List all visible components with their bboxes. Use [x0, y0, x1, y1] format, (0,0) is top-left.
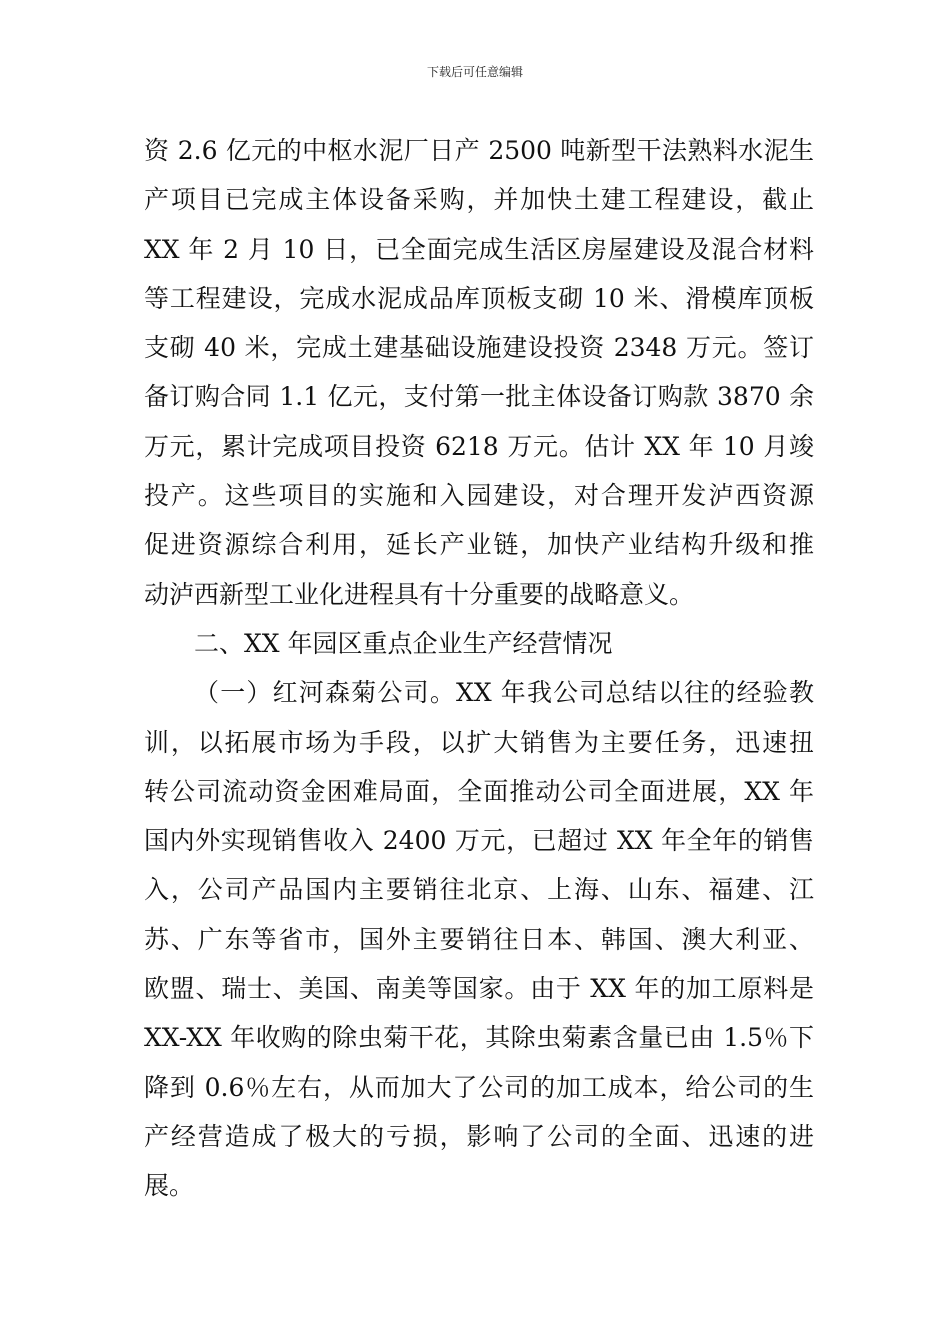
text-line: 支砌 40 米，完成土建基础设施建设投资 2348 万元。签订: [144, 333, 814, 363]
text-line: 备订购合同 1.1 亿元，支付第一批主体设备订购款 3870 余: [144, 382, 814, 412]
text-line: 苏、广东等省市，国外主要销往日本、韩国、澳大利亚、: [144, 924, 814, 954]
text-line: 等工程建设，完成水泥成品库顶板支砌 10 米、滑模库顶板: [144, 283, 814, 313]
text-line: XX-XX 年收购的除虫菊干花，其除虫菊素含量已由 1.5％下: [144, 1023, 814, 1053]
text-line: （一）红河森菊公司。XX 年我公司总结以往的经验教: [194, 678, 814, 708]
section-heading: 二、XX 年园区重点企业生产经营情况: [194, 628, 613, 658]
text-line: 训，以拓展市场为手段，以扩大销售为主要任务，迅速扭: [144, 727, 814, 757]
text-line: 动泸西新型工业化进程具有十分重要的战略意义。: [144, 579, 695, 609]
text-line: 展。: [144, 1171, 195, 1201]
text-line: 欧盟、瑞士、美国、南美等国家。由于 XX 年的加工原料是: [144, 974, 814, 1004]
page-header: 下载后可任意编辑: [426, 65, 523, 79]
text-line: 入，公司产品国内主要销往北京、上海、山东、福建、江: [144, 875, 814, 905]
text-line: 万元，累计完成项目投资 6218 万元。估计 XX 年 10 月竣: [144, 431, 814, 461]
text-line: 转公司流动资金困难局面，全面推动公司全面进展，XX 年: [144, 776, 814, 806]
text-line: 资 2.6 亿元的中枢水泥厂日产 2500 吨新型干法熟料水泥生: [144, 136, 814, 165]
text-line: XX 年 2 月 10 日，已全面完成生活区房屋建设及混合材料: [144, 234, 814, 264]
body-text: [144, 126, 814, 1211]
text-line: 降到 0.6％左右，从而加大了公司的加工成本，给公司的生: [144, 1072, 814, 1102]
text-line: 产经营造成了极大的亏损，影响了公司的全面、迅速的进: [144, 1121, 814, 1151]
text-line: 投产。这些项目的实施和入园建设，对合理开发泸西资源: [144, 481, 814, 511]
text-line: 促进资源综合利用，延长产业链，加快产业结构升级和推: [144, 530, 814, 560]
text-line: 产项目已完成主体设备采购，并加快土建工程建设，截止: [144, 185, 814, 215]
text-line: 国内外实现销售收入 2400 万元，已超过 XX 年全年的销售: [144, 826, 814, 856]
